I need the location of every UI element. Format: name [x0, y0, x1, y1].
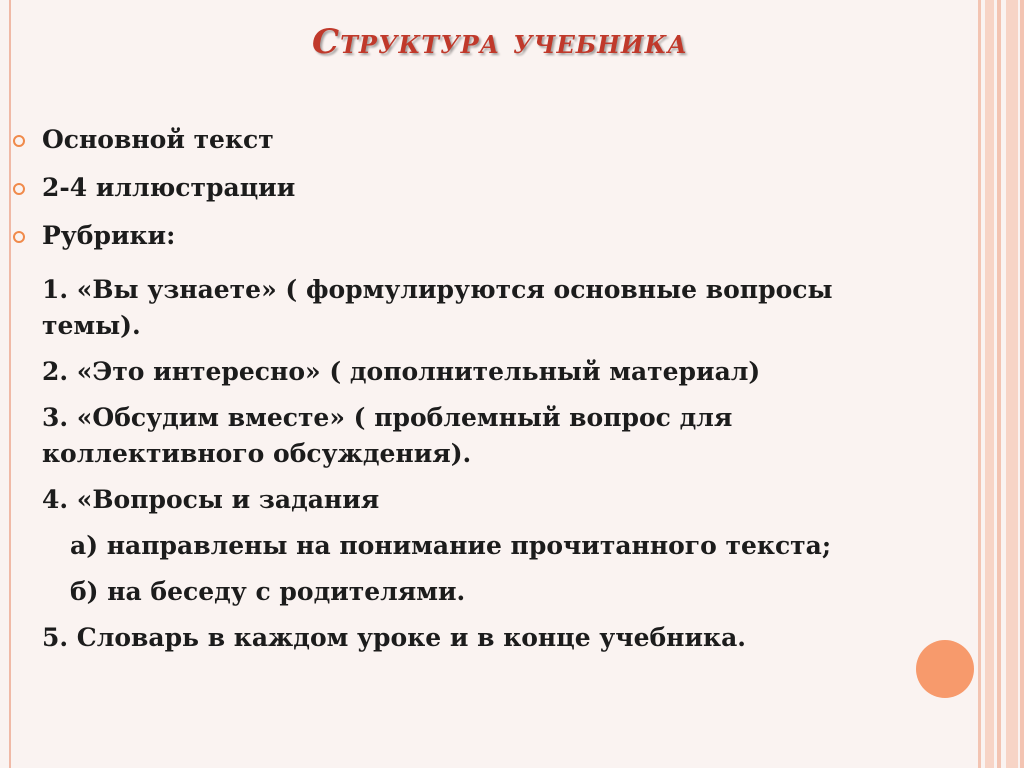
rubric-item-2	[0, 354, 1010, 390]
orange-circle-decoration	[916, 640, 974, 698]
rubric-subitem-text: а) направлены на понимание прочитанного текста;	[70, 531, 832, 560]
rubric-item-text: 2. «Это интересно» ( дополнительный материал)	[42, 357, 761, 386]
bullet-icon	[13, 135, 25, 147]
bullet-icon	[13, 183, 25, 195]
slide-title: Структура учебника	[312, 22, 688, 62]
bullet-item	[0, 214, 1010, 262]
bullet-item	[0, 118, 1010, 166]
bullet-text: 2-4 иллюстрации	[42, 173, 296, 202]
bullet-icon	[13, 231, 25, 243]
right-decor-stripe	[1020, 0, 1024, 768]
rubric-item-text: 3. «Обсудим вместе» ( проблемный вопрос для	[42, 403, 733, 432]
rubric-item-5	[0, 620, 1010, 656]
rubric-item-1	[0, 272, 1010, 344]
bullet-text: Рубрики:	[42, 221, 176, 250]
bullet-text: Основной текст	[42, 125, 274, 154]
rubric-item-text-continued: темы).	[42, 311, 141, 340]
rubric-item-4	[0, 482, 1010, 518]
rubric-subitem-text: б) на беседу с родителями.	[70, 577, 466, 606]
rubric-item-text: 1. «Вы узнаете» ( формулируются основные вопросы	[42, 275, 833, 304]
slide-content	[0, 118, 1010, 656]
bullet-item	[0, 166, 1010, 214]
rubric-subitem-a	[0, 528, 1010, 564]
rubric-item-text: 4. «Вопросы и задания	[42, 485, 380, 514]
rubric-item-text: 5. Словарь в каждом уроке и в конце учебника.	[42, 623, 746, 652]
rubric-item-3	[0, 400, 1010, 472]
rubric-item-text-continued: коллективного обсуждения).	[42, 439, 472, 468]
rubric-subitem-b	[0, 574, 1010, 610]
